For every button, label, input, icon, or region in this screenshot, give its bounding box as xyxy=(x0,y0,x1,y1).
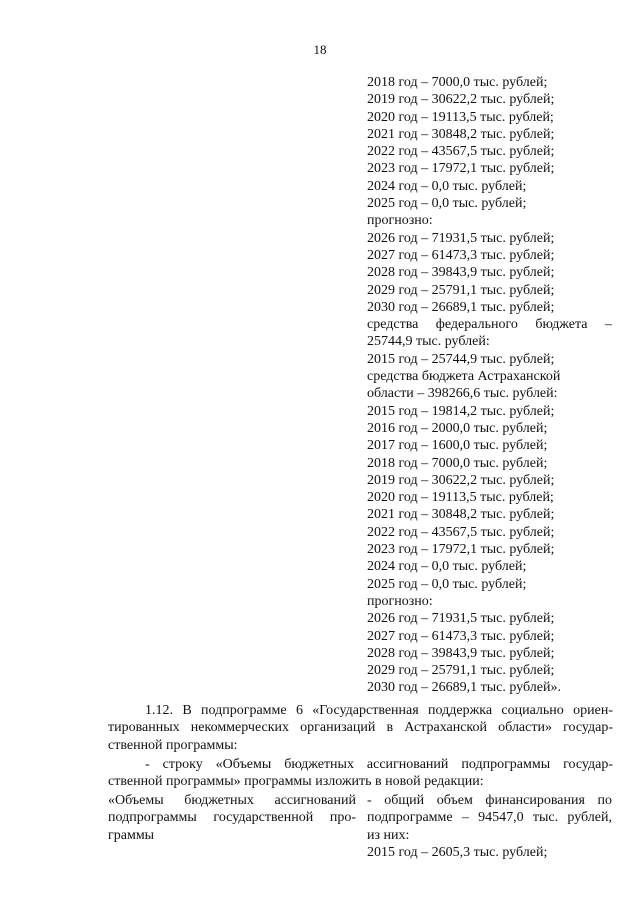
funding-by-year-column xyxy=(367,74,612,697)
column-line: 2028 год – 39843,9 тыс. рублей; xyxy=(367,645,555,661)
column-line: 2027 год – 61473,3 тыс. рублей; xyxy=(367,247,555,263)
column-line: 2024 год – 0,0 тыс. рублей; xyxy=(367,559,527,575)
column-line: средства федерального бюджета – xyxy=(367,317,612,333)
paragraph-edit-instruction xyxy=(108,756,613,791)
column-line: 2018 год – 7000,0 тыс. рублей; xyxy=(367,455,548,471)
paragraph-line: ственной программы: xyxy=(108,737,238,753)
column-line: 2025 год – 0,0 тыс. рублей; xyxy=(367,196,527,212)
table-right-line: подпрограмме – 94547,0 тыс. рублей, xyxy=(367,810,612,826)
column-line: 2029 год – 25791,1 тыс. рублей; xyxy=(367,282,555,298)
column-line: 2016 год – 2000,0 тыс. рублей; xyxy=(367,420,548,436)
table-right-line: 2015 год – 2605,3 тыс. рублей; xyxy=(367,844,548,860)
column-line: 2023 год – 17972,1 тыс. рублей; xyxy=(367,542,555,558)
column-line: 2023 год – 17972,1 тыс. рублей; xyxy=(367,161,555,177)
paragraph-line: тированных некоммерческих организаций в Астраханской области» государ- xyxy=(108,720,613,736)
column-line: прогнозно: xyxy=(367,593,433,609)
paragraph-line: - строку «Объемы бюджетных ассигнований подпрограммы государ- xyxy=(145,757,613,772)
column-line: 2027 год – 61473,3 тыс. рублей; xyxy=(367,628,555,644)
table-left-line: граммы xyxy=(108,827,155,843)
column-line: средства бюджета Астраханской xyxy=(367,369,561,385)
column-line: 2018 год – 7000,0 тыс. рублей; xyxy=(367,75,548,90)
column-line: 2026 год – 71931,5 тыс. рублей; xyxy=(367,611,555,627)
column-line: 2022 год – 43567,5 тыс. рублей; xyxy=(367,524,555,540)
column-line: 2020 год – 19113,5 тыс. рублей; xyxy=(367,490,554,506)
column-line: 2024 год – 0,0 тыс. рублей; xyxy=(367,178,527,194)
column-line: 2015 год – 25744,9 тыс. рублей; xyxy=(367,351,555,367)
column-line: области – 398266,6 тыс. рублей: xyxy=(367,386,558,402)
column-line: 2021 год – 30848,2 тыс. рублей; xyxy=(367,126,555,142)
paragraph-subprogram-6 xyxy=(108,702,613,754)
table-left-line: «Объемы бюджетных ассигнований xyxy=(108,793,356,808)
column-line: 2025 год – 0,0 тыс. рублей; xyxy=(367,576,527,592)
table-left-line: подпрограммы государственной про- xyxy=(108,810,356,826)
table-right-cell xyxy=(367,792,612,861)
column-line: 2028 год – 39843,9 тыс. рублей; xyxy=(367,265,555,281)
column-line: 2026 год – 71931,5 тыс. рублей; xyxy=(367,230,555,246)
paragraph-line: 1.12. В подпрограмме 6 «Государственная поддержка социально ориен- xyxy=(145,703,613,718)
column-line: 2030 год – 26689,1 тыс. рублей». xyxy=(367,680,561,696)
column-line: 2020 год – 19113,5 тыс. рублей; xyxy=(367,109,554,125)
paragraph-line: ственной программы» программы изложить в новой редакции: xyxy=(108,774,484,790)
table-right-line: из них: xyxy=(367,827,410,843)
column-line: 2015 год – 19814,2 тыс. рублей; xyxy=(367,403,555,419)
column-line: 2019 год – 30622,2 тыс. рублей; xyxy=(367,92,555,108)
page-number: 18 xyxy=(313,42,327,57)
column-line: прогнозно: xyxy=(367,213,433,229)
column-line: 2029 год – 25791,1 тыс. рублей; xyxy=(367,663,555,679)
column-line: 2030 год – 26689,1 тыс. рублей; xyxy=(367,299,555,315)
column-line: 2021 год – 30848,2 тыс. рублей; xyxy=(367,507,555,523)
column-line: 25744,9 тыс. рублей: xyxy=(367,334,490,350)
column-line: 2019 год – 30622,2 тыс. рублей; xyxy=(367,472,555,488)
column-line: 2017 год – 1600,0 тыс. рублей; xyxy=(367,438,548,454)
column-line: 2022 год – 43567,5 тыс. рублей; xyxy=(367,144,555,160)
table-left-cell xyxy=(108,792,356,844)
table-right-line: - общий объем финансирования по xyxy=(367,793,612,808)
